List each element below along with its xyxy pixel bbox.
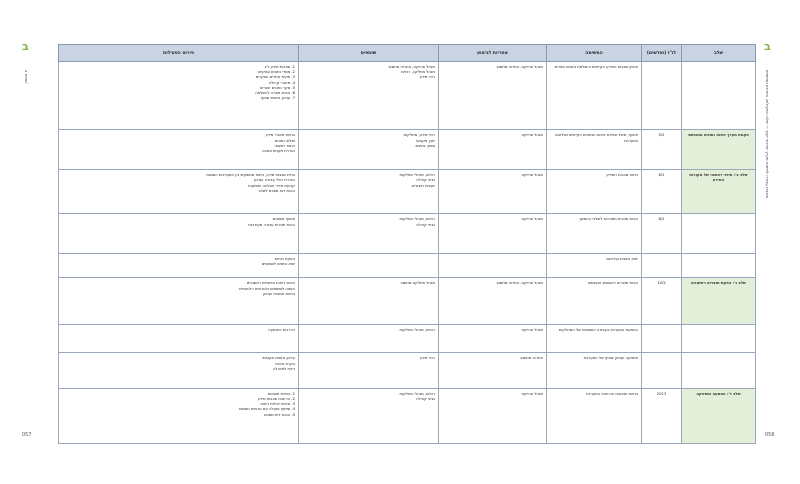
cell-details xyxy=(59,388,299,443)
cell-line: 6. הכנת מפרט להשלמה xyxy=(255,90,295,96)
cell-line: הגדרת תקנים ומבנה xyxy=(261,148,295,154)
cell-responsible: אחראי מחשוב xyxy=(439,353,547,388)
cell-task: איפיון שכבות המידע הקיימות והשלמת נתונים חסרים xyxy=(547,62,642,130)
cell-schedule: 6/2 xyxy=(642,214,682,254)
cell-details xyxy=(59,170,299,214)
cell-details xyxy=(59,62,299,130)
cell-line: יועצים חיצוניים xyxy=(411,182,435,188)
cell-line: דיווח למנהלה xyxy=(272,365,295,371)
cell-line: ספקי נתונים xyxy=(415,142,435,148)
cell-partners xyxy=(299,254,439,278)
header-partners: שותפים xyxy=(299,45,439,62)
cell-line: בקרת איכות xyxy=(275,360,295,366)
cell-line: הכנת דוח מסכם לשלב xyxy=(258,187,295,193)
page-number-left: 057 xyxy=(22,432,32,438)
cell-line: ניתוח ראשוני xyxy=(274,142,295,148)
cell-schedule: 2013 xyxy=(642,388,682,443)
cell-line: נציגי קהילה xyxy=(416,221,435,227)
cell-line: הכנת דוחות וניתוחים ראשוניים xyxy=(246,280,295,286)
cell-partners xyxy=(299,353,439,388)
cell-schedule: 10/2 xyxy=(642,278,682,324)
cell-line: 7. עדכון נתונים שוטף xyxy=(260,95,295,101)
cell-line: בניית שכבות מידע, ניתוח ממשקים בין המערכות השונות xyxy=(206,172,295,178)
cell-stage: שלב ד': הטמעה ותחזוקה xyxy=(682,388,756,443)
table-row xyxy=(59,170,756,214)
cell-partners xyxy=(299,388,439,443)
cell-stage xyxy=(682,62,756,130)
cell-line: רכזי מידע xyxy=(419,74,435,80)
cell-schedule xyxy=(642,353,682,388)
cell-line: 3. פיתוח יכולות ניתוח xyxy=(260,401,295,407)
table-row xyxy=(59,254,756,278)
cell-line: 3. תיעוד אתרים וחוקרים xyxy=(255,74,295,80)
cell-line: 1. שכבות מידע ג"ג xyxy=(264,64,295,69)
cell-line: 4. שיתוף פעולה עם גורמים נוספים xyxy=(239,406,295,412)
cell-line: בחינת מאגרי מידע xyxy=(265,132,295,138)
cell-line: קביעת מדדי הצלחה ותפוקות xyxy=(248,182,295,188)
margin-letter-left: ב xyxy=(22,40,29,53)
cell-line: רכזים, מנהלי מחלקות xyxy=(399,172,435,178)
cell-responsible: מנהל פרויקט xyxy=(439,214,547,254)
cell-task: ניתוח שכבות המידע xyxy=(547,170,642,214)
cell-line: רכזים, מנהלי מחלקות xyxy=(399,326,435,332)
header-details: פירוט הפעילות xyxy=(59,45,299,62)
cell-schedule: 6/1 xyxy=(642,170,682,214)
cell-line: מנהל פרויקט, אחראי מחשוב xyxy=(388,64,435,69)
cell-task: איסוף, מיפוי ובחינת איכות הנתונים הקיימים ושילובם במערכת xyxy=(547,130,642,170)
table-row xyxy=(59,324,756,353)
cell-line: 4. מאגרי קהילה xyxy=(268,79,295,85)
cell-task: תחזוקה ועדכון שוטף של המערכת xyxy=(547,353,642,388)
cell-line: הפצה לשותפים ולגורמים רלוונטיים xyxy=(239,285,295,291)
cell-details xyxy=(59,130,299,170)
work-plan-table xyxy=(58,44,756,444)
cell-line: 2. הרחבת שכבות מידע xyxy=(257,395,295,401)
cell-line: 2. מסדי נתונים עסקיים xyxy=(258,69,295,75)
cell-line: הדרכות והטמעה xyxy=(268,326,295,332)
cell-line: איסוף משובים xyxy=(272,216,295,222)
cell-responsible xyxy=(439,254,547,278)
cell-partners xyxy=(299,62,439,130)
page-number-right: 056 xyxy=(765,432,775,438)
cell-task: בחינת תוצאות והרחבת המערכת xyxy=(547,388,642,443)
table-row xyxy=(59,353,756,388)
table-body xyxy=(59,62,756,444)
cell-line: 5. הכנת דוח מסכם xyxy=(264,411,295,417)
cell-responsible: מנהל פרויקט xyxy=(439,388,547,443)
cell-stage xyxy=(682,353,756,388)
cell-line: רכזי מידע, מחלקות xyxy=(403,132,435,138)
cell-details xyxy=(59,254,299,278)
table-header-row xyxy=(59,45,756,62)
cell-partners xyxy=(299,170,439,214)
margin-letter-right: ב xyxy=(764,40,771,53)
cell-line: עדכון נתונים תקופתי xyxy=(262,355,295,361)
header-responsible: אחריות לביצוע xyxy=(439,45,547,62)
cell-line: שילוב נתונים xyxy=(274,137,295,143)
header-schedule: לו"ז (חודשים) xyxy=(642,45,682,62)
cell-line: הפקת דוחות xyxy=(274,256,295,262)
table-row xyxy=(59,388,756,443)
cell-line: הכנת תוכנית עבודה מעודכנת xyxy=(248,221,295,227)
cell-line: יצוא נתונים לשותפים xyxy=(261,261,295,267)
cell-stage: שלב ג': הפקת תוצרים ראשונים xyxy=(682,278,756,324)
cell-line: בחינת תגובות ועדכון xyxy=(262,290,295,296)
side-label-right: תוכנית עבודה לפיתוח מערך שירותי ייעוץ — שלבי הפעילות, אחריות ושותפים xyxy=(765,70,770,199)
cell-stage: הקמת מערך ניתוח נתונים ממוחשב xyxy=(682,130,756,170)
cell-task: הכנת תוצרים ראשונים והפצתם xyxy=(547,278,642,324)
cell-line: יועץ מקצועי xyxy=(415,137,435,143)
cell-details xyxy=(59,353,299,388)
table-row xyxy=(59,278,756,324)
cell-responsible: מנהל פרויקט, אחראי מחשוב xyxy=(439,62,547,130)
cell-line: רכזי מידע xyxy=(419,355,435,361)
cell-line: 5. סקר נתונים חסרים xyxy=(260,84,295,90)
table-row xyxy=(59,62,756,130)
table-row xyxy=(59,214,756,254)
cell-responsible: מנהל פרויקט, אחראי מחשוב xyxy=(439,278,547,324)
table-row xyxy=(59,130,756,170)
cell-schedule xyxy=(642,62,682,130)
cell-line: הגדרת נהלי עבודה ועדכון xyxy=(253,177,295,183)
header-task: המשימה xyxy=(547,45,642,62)
side-label-left: נספח ב' xyxy=(24,70,29,85)
cell-line: מנהל מחלקה, רכזים xyxy=(401,69,435,75)
cell-schedule: 5/2 xyxy=(642,130,682,170)
cell-schedule xyxy=(642,254,682,278)
cell-schedule xyxy=(642,324,682,353)
cell-details xyxy=(59,214,299,254)
cell-stage xyxy=(682,324,756,353)
cell-line: 1. בחינת תוצאות xyxy=(267,390,295,396)
cell-responsible: מנהל פרויקט xyxy=(439,324,547,353)
cell-line: רכזים, מנהלי מחלקות xyxy=(399,390,435,396)
cell-task: הטמעת המערכת בעבודה השוטפת של המחלקות xyxy=(547,324,642,353)
cell-responsible: מנהל פרויקט xyxy=(439,170,547,214)
cell-line: נציגי קהילה xyxy=(416,395,435,401)
cell-details xyxy=(59,324,299,353)
cell-line: מנהל מחלקת מחשוב xyxy=(400,280,435,286)
cell-stage xyxy=(682,214,756,254)
header-stage: שלב xyxy=(682,45,756,62)
cell-partners xyxy=(299,130,439,170)
cell-task: הכנת תוכנית מפורטת לשלבי ההמשך xyxy=(547,214,642,254)
cell-line: רכזים, מנהלי מחלקות xyxy=(399,216,435,222)
cell-stage: שלב ב': מיפוי ראשוני של מקורות המידע xyxy=(682,170,756,214)
cell-responsible: מנהל פרויקט xyxy=(439,130,547,170)
cell-partners xyxy=(299,324,439,353)
cell-details xyxy=(59,278,299,324)
cell-partners xyxy=(299,278,439,324)
cell-stage xyxy=(682,254,756,278)
cell-partners xyxy=(299,214,439,254)
cell-line: נציגי קהילה xyxy=(416,177,435,183)
cell-task: יצוא נתונים ועדכונם xyxy=(547,254,642,278)
